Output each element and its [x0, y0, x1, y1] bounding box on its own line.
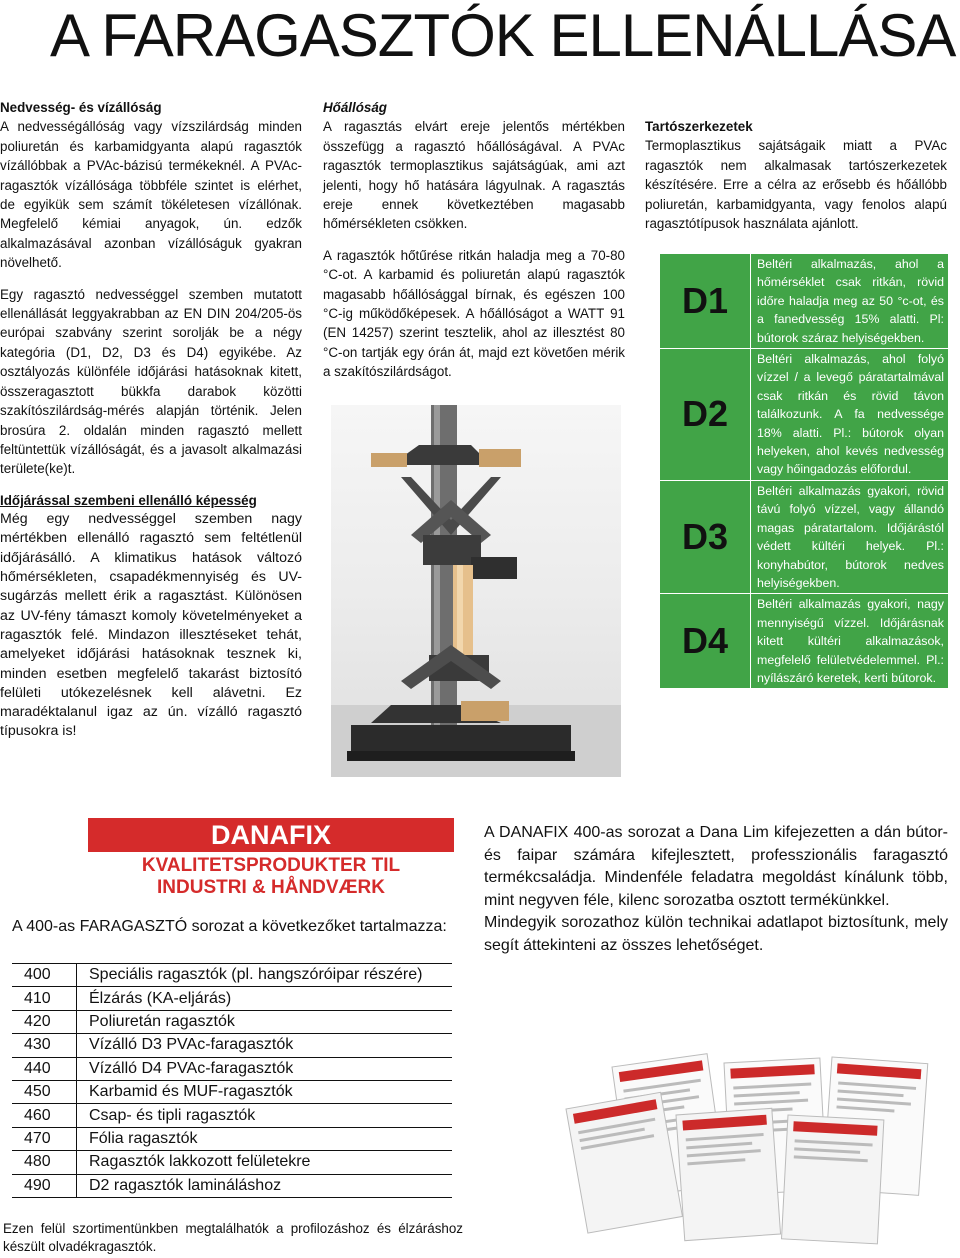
product-name: Vízálló D3 PVAc-faragasztók: [77, 1034, 453, 1057]
d-class-label: D4: [660, 594, 751, 689]
moisture-column: [0, 98, 302, 754]
heat-heading: Hőállóság: [323, 100, 387, 115]
structure-paragraph: Termoplasztikus sajátságaik miatt a PVAc ragasztók nem alkalmasak tartószerkezetek készítésére. Erre a célra az erősebb és hőállóbb poliuretán, karbamidgyanta, vagy fenolos alapú ragasztótípusok használata ajánlott.: [645, 138, 947, 232]
test-machine-photo: [331, 405, 621, 777]
danafix-description: [484, 822, 948, 957]
moisture-paragraph-1: A nedvességállóság vagy vízszilárdság minden poliuretán és karbamidgyanta alapú ragasztók vízállóbbak a PVAc-bázisú termékeknél. A PVAc-ragasztók vízállósága többféle szintet is elérhet, de egyikük sem számít tökéletesen vízállónak. Megfelelő kémiai anyagok, ún. edzők alkalmazásával azonban vízállóságuk gyakran növelhető.: [0, 119, 302, 271]
product-code: 480: [12, 1151, 77, 1174]
heat-paragraph-1: A ragasztás elvárt ereje jelentős mértékben összefügg a ragasztó hőállóságával. A PVAc ragasztók termoplasztikus sajátságúak, ami azt jelenti, hogy hő hatására lágyulnak. A ragasztás ereje ennek következtében magasabb hőmérsékleten csökken.: [323, 119, 625, 232]
table-row: [12, 1034, 452, 1057]
moisture-paragraph-2: Egy ragasztó nedvességgel szemben mutatott ellenállását leggyakrabban az EN DIN 204/205-ös európai szabvány szerint sorolják be a négy kategória (D1, D2, D3 és D4) egyikébe. Az osztályozás különféle időjárási hatásoknak kitett, összeragasztott bükkfa darabok közötti szakítószilárdság-mérés alapján történik. Jelen brosúra 2. oldalán minden ragasztó mellett feltüntettük vízállóságát, és a javasolt alkalmazási területe(ke)t.: [0, 286, 302, 477]
footer-note: Ezen felül szortimentünkben megtalálhatók a profilozáshoz és élzáráshoz készült olvadékragasztók.: [3, 1221, 463, 1254]
product-name: Speciális ragasztók (pl. hangszóróipar részére): [77, 964, 453, 987]
product-code: 440: [12, 1057, 77, 1080]
d-class-row: [660, 349, 949, 481]
brand-tagline-line-2: INDUSTRI & HÅNDVÆRK: [157, 877, 385, 898]
product-code: 400: [12, 964, 77, 987]
danafix-logo: DANAFIX: [88, 818, 454, 852]
table-row: [12, 1057, 452, 1080]
danafix-paragraph-1: A DANAFIX 400-as sorozat a Dana Lim kifejezetten a dán bútor- és faipar számára kifejlesztett, professzionális faragasztó termékcsaládja. Mindenféle feladatra megoldást kínálunk több, mint negyven féle, kilenc sorozatba osztott termékünkkel.: [484, 824, 948, 909]
d-class-label: D2: [660, 349, 751, 481]
test-machine-illustration: [331, 405, 621, 777]
danafix-paragraph-2: Mindegyik sorozathoz külön technikai adatlapot biztosítunk, mely segít áttekinteni az összes lehetőséget.: [484, 914, 948, 954]
brand-tagline-line-1: KVALITETSPRODUKTER TIL: [141, 855, 401, 876]
table-row: [12, 1151, 452, 1174]
d-class-description: Beltéri alkalmazás, ahol a hőmérséklet csak ritkán, rövid időre haladja meg az 50 °c-ot, és a fanedvesség 15% alatti. Pl: bútorok száraz helyiségekben.: [751, 254, 949, 349]
product-series-table: [12, 963, 452, 1198]
table-row: [12, 987, 452, 1010]
d-class-row: [660, 594, 949, 689]
product-code: 490: [12, 1174, 77, 1197]
d-class-label: D3: [660, 480, 751, 593]
weather-paragraph: Még egy nedvességgel szemben nagy mértékben ellenálló ragasztó sem feltétlenül időjárásálló. A klimatikus hatások változó hőmérsékleten, csapadékmennyiség és UV-sugárzás mellett érik a ragasztást. Különösen az UV-fény támaszt komoly követelményeket a ragasztók felé. Mindazon illesztéseket tehát, amelyeket időjárási hatásoknak tesznek ki, minden esetben megfelelő takarást biztosító felületi utókezelésnek kell alávetni. Ez maradéktalanul igaz az ún. vízálló ragasztó típusokra is!: [0, 511, 302, 740]
product-name: Ragasztók lakkozott felületekre: [77, 1151, 453, 1174]
structure-heading: Tartószerkezetek: [645, 119, 753, 134]
structure-column: [645, 117, 947, 245]
d-class-description: Beltéri alkalmazás gyakori, nagy mennyiségű vízzel. Időjárásnak kitett kültéri alkalmazások, megfelelő felületvédelemmel. Pl.: nyílászáró keretek, kerti bútorok.: [751, 594, 949, 689]
product-code: 450: [12, 1080, 77, 1103]
product-name: Karbamid és MUF-ragasztók: [77, 1080, 453, 1103]
moisture-heading: Nedvesség- és vízállóság: [0, 100, 162, 115]
product-code: 410: [12, 987, 77, 1010]
table-row: [12, 1104, 452, 1127]
d-class-table: [659, 253, 949, 689]
product-name: Vízálló D4 PVAc-faragasztók: [77, 1057, 453, 1080]
d-class-row: [660, 480, 949, 593]
d-class-row: [660, 254, 949, 349]
d-class-description: Beltéri alkalmazás gyakori, rövid távú folyó vízzel, vagy állandó magas páratartalom. Időjárástól védett kültéri helyek. Pl.: konyhabútor, bútorok nedves helyiségekben.: [751, 480, 949, 593]
series-intro: A 400-as FARAGASZTÓ sorozat a következőket tartalmazza:: [12, 918, 447, 935]
product-name: Fólia ragasztók: [77, 1127, 453, 1150]
product-code: 460: [12, 1104, 77, 1127]
table-row: [12, 964, 452, 987]
d-class-description: Beltéri alkalmazás, ahol folyó vízzel / a levegő páratartalmával csak ritkán és rövid távon találkozunk. A fa nedvessége 18% alatti. Pl.: bútorok olyan helyeken, ahol kevés nedvesség vagy hőingadozás előfordul.: [751, 349, 949, 481]
product-name: Élzárás (KA-eljárás): [77, 987, 453, 1010]
page-title: A FARAGASZTÓK ELLENÁLLÁSA: [50, 2, 956, 69]
product-name: Poliuretán ragasztók: [77, 1010, 453, 1033]
table-row: [12, 1010, 452, 1033]
data-sheets-illustration: [556, 1045, 948, 1245]
heat-paragraph-2: A ragasztók hőtűrése ritkán haladja meg a 70-80 °C-ot. A karbamid és poliuretán alapú ragasztók magasabb hőállósággal bírnak, és egészen 100 °C-ig működőképesek. A hőállóságot a WATT 91 (EN 14257) szerint tesztelik, ahol az illesztést 80 °C-on tartják egy órán át, majd ezt követően mérik a szakítószilárdságot.: [323, 247, 625, 380]
table-row: [12, 1127, 452, 1150]
heat-column: [323, 98, 625, 394]
data-sheets-image: [556, 1045, 948, 1245]
product-code: 430: [12, 1034, 77, 1057]
table-row: [12, 1174, 452, 1197]
product-code: 420: [12, 1010, 77, 1033]
product-name: Csap- és tipli ragasztók: [77, 1104, 453, 1127]
brand-tagline: [88, 855, 454, 899]
product-code: 470: [12, 1127, 77, 1150]
table-row: [12, 1080, 452, 1103]
product-name: D2 ragasztók lamináláshoz: [77, 1174, 453, 1197]
d-class-label: D1: [660, 254, 751, 349]
weather-heading: Időjárással szembeni ellenálló képesség: [0, 492, 257, 508]
